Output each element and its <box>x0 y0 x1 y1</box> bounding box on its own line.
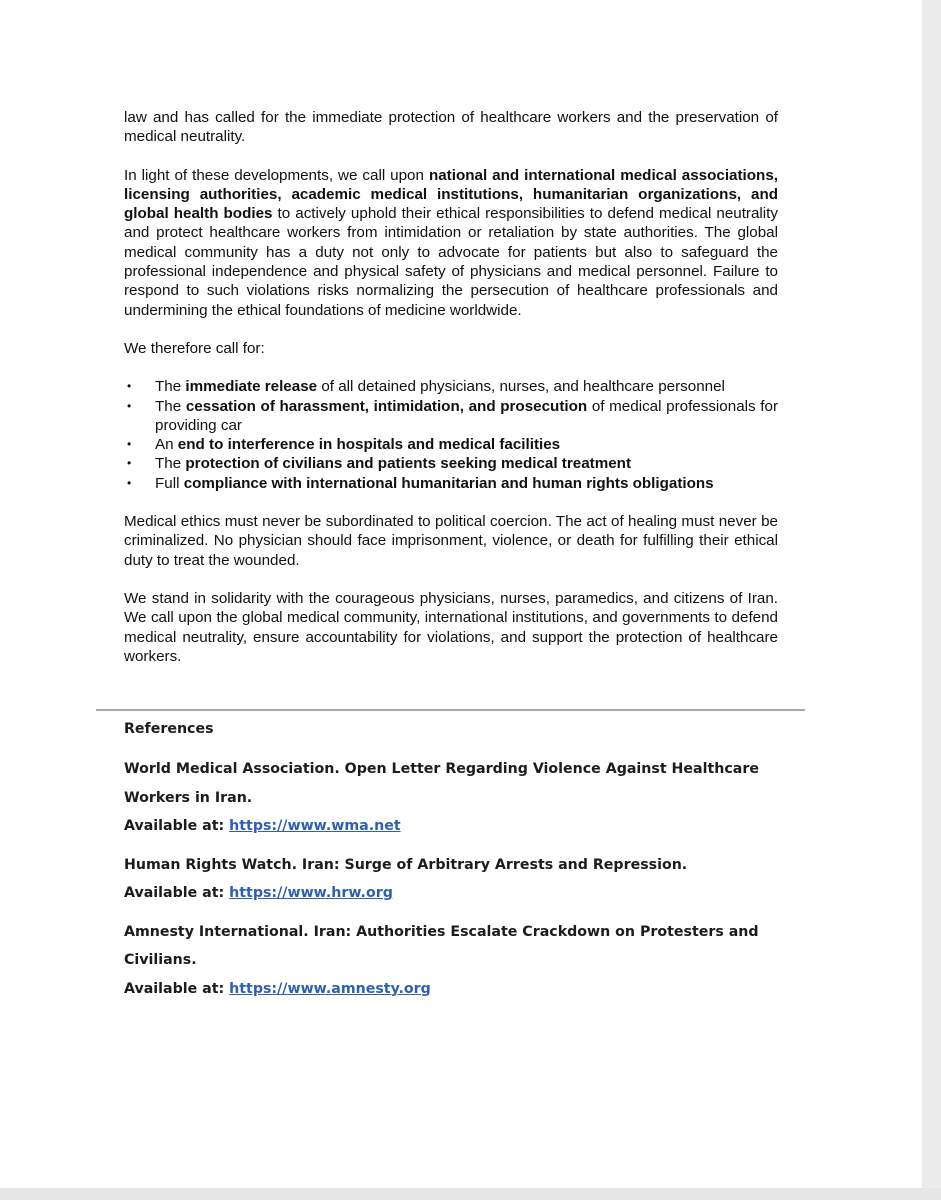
reference-link-amnesty[interactable]: https://www.amnesty.org <box>229 980 431 997</box>
bullet-emphasis: protection of civilians and patients seeking medical treatment <box>185 455 632 473</box>
reference-availability <box>124 812 764 841</box>
paragraph-solidarity: We stand in solidarity with the courageous physicians, nurses, paramedics, and citizens of Iran. We call upon the global medical community, international institutions, and governments to defend medical neutrality, ensure accountability for violations, and support the protection of healthcare workers. <box>124 589 778 665</box>
bullet-text: of all detained physicians, nurses, and healthcare personnel <box>317 378 725 396</box>
list-item <box>124 377 778 396</box>
bullet-emphasis: compliance with international humanitarian and human rights obligations <box>183 474 714 492</box>
reference-item <box>124 851 764 908</box>
reference-title: World Medical Association. Open Letter Regarding Violence Against Healthcare <box>124 761 759 777</box>
bullet-marker: • <box>127 437 132 452</box>
bullet-text: of medical professionals for providing car <box>155 397 778 434</box>
bullet-text: The <box>155 397 186 415</box>
list-item <box>124 435 778 454</box>
demands-list <box>124 377 778 493</box>
available-label: Available at: <box>124 885 230 901</box>
call-upon-rest: to actively uphold their ethical responsibilities to defend medical neutrality and protect healthcare workers from intimidation or retaliation by state authorities. The global medical community has a duty not only to advocate for patients but also to safeguard the professional independence and physical safety of physicians and medical personnel. Failure to respond to such violations risks normalizing the persecution of healthcare professionals and undermining the ethical foundations of medicine worldwide. <box>124 205 778 319</box>
bullet-emphasis: immediate release <box>185 378 318 396</box>
list-item <box>124 474 778 493</box>
bullet-emphasis: end to interference in hospitals and medical facilities <box>177 436 561 454</box>
reference-item <box>124 755 764 841</box>
reference-link-hrw[interactable]: https://www.hrw.org <box>229 885 393 901</box>
available-label: Available at: <box>124 980 230 997</box>
bullet-text: The <box>155 378 186 396</box>
call-upon-bodies: national and international medical associations, licensing authorities, academic medical institutions, humanitarian organizations, and global health bodies <box>124 166 778 223</box>
section-divider <box>96 709 805 711</box>
reference-availability <box>124 975 764 1004</box>
list-item <box>124 397 778 436</box>
reference-title-continued: Civilians. <box>124 952 197 968</box>
bullet-emphasis: cessation of harassment, intimidation, and prosecution <box>185 397 588 415</box>
bullet-text: Full <box>155 474 184 492</box>
bullet-text: The <box>155 455 186 473</box>
bullet-text: An <box>155 436 178 454</box>
reference-availability <box>124 879 764 908</box>
paragraph-neutrality: law and has called for the immediate protection of healthcare workers and the preservation of medical neutrality. <box>124 109 778 146</box>
paragraph-therefore: We therefore call for: <box>124 339 265 357</box>
bullet-marker: • <box>127 398 132 413</box>
list-item <box>124 454 778 473</box>
reference-link-wma[interactable]: https://www.wma.net <box>229 818 401 834</box>
page-margin-bottom <box>0 1188 941 1200</box>
references-section <box>124 716 764 1013</box>
references-heading: References <box>124 721 214 737</box>
available-label: Available at: <box>124 818 230 834</box>
reference-title-continued: Workers in Iran. <box>124 789 253 806</box>
letter-body <box>124 108 778 685</box>
reference-title: Amnesty International. Iran: Authorities Escalate Crackdown on Protesters and <box>124 923 759 940</box>
bullet-marker: • <box>127 475 132 490</box>
reference-item <box>124 918 764 1004</box>
paragraph-medical-ethics: Medical ethics must never be subordinated to political coercion. The act of healing must never be criminalized. No physician should face imprisonment, violence, or death for fulfilling their ethical duty to treat the wounded. <box>124 513 778 569</box>
page-margin-right <box>922 0 941 1200</box>
bullet-marker: • <box>127 456 132 471</box>
bullet-marker: • <box>127 379 132 394</box>
reference-title: Human Rights Watch. Iran: Surge of Arbitrary Arrests and Repression. <box>124 856 688 873</box>
call-upon-intro: In light of these developments, we call upon <box>124 166 429 184</box>
paragraph-call-upon <box>124 166 778 320</box>
